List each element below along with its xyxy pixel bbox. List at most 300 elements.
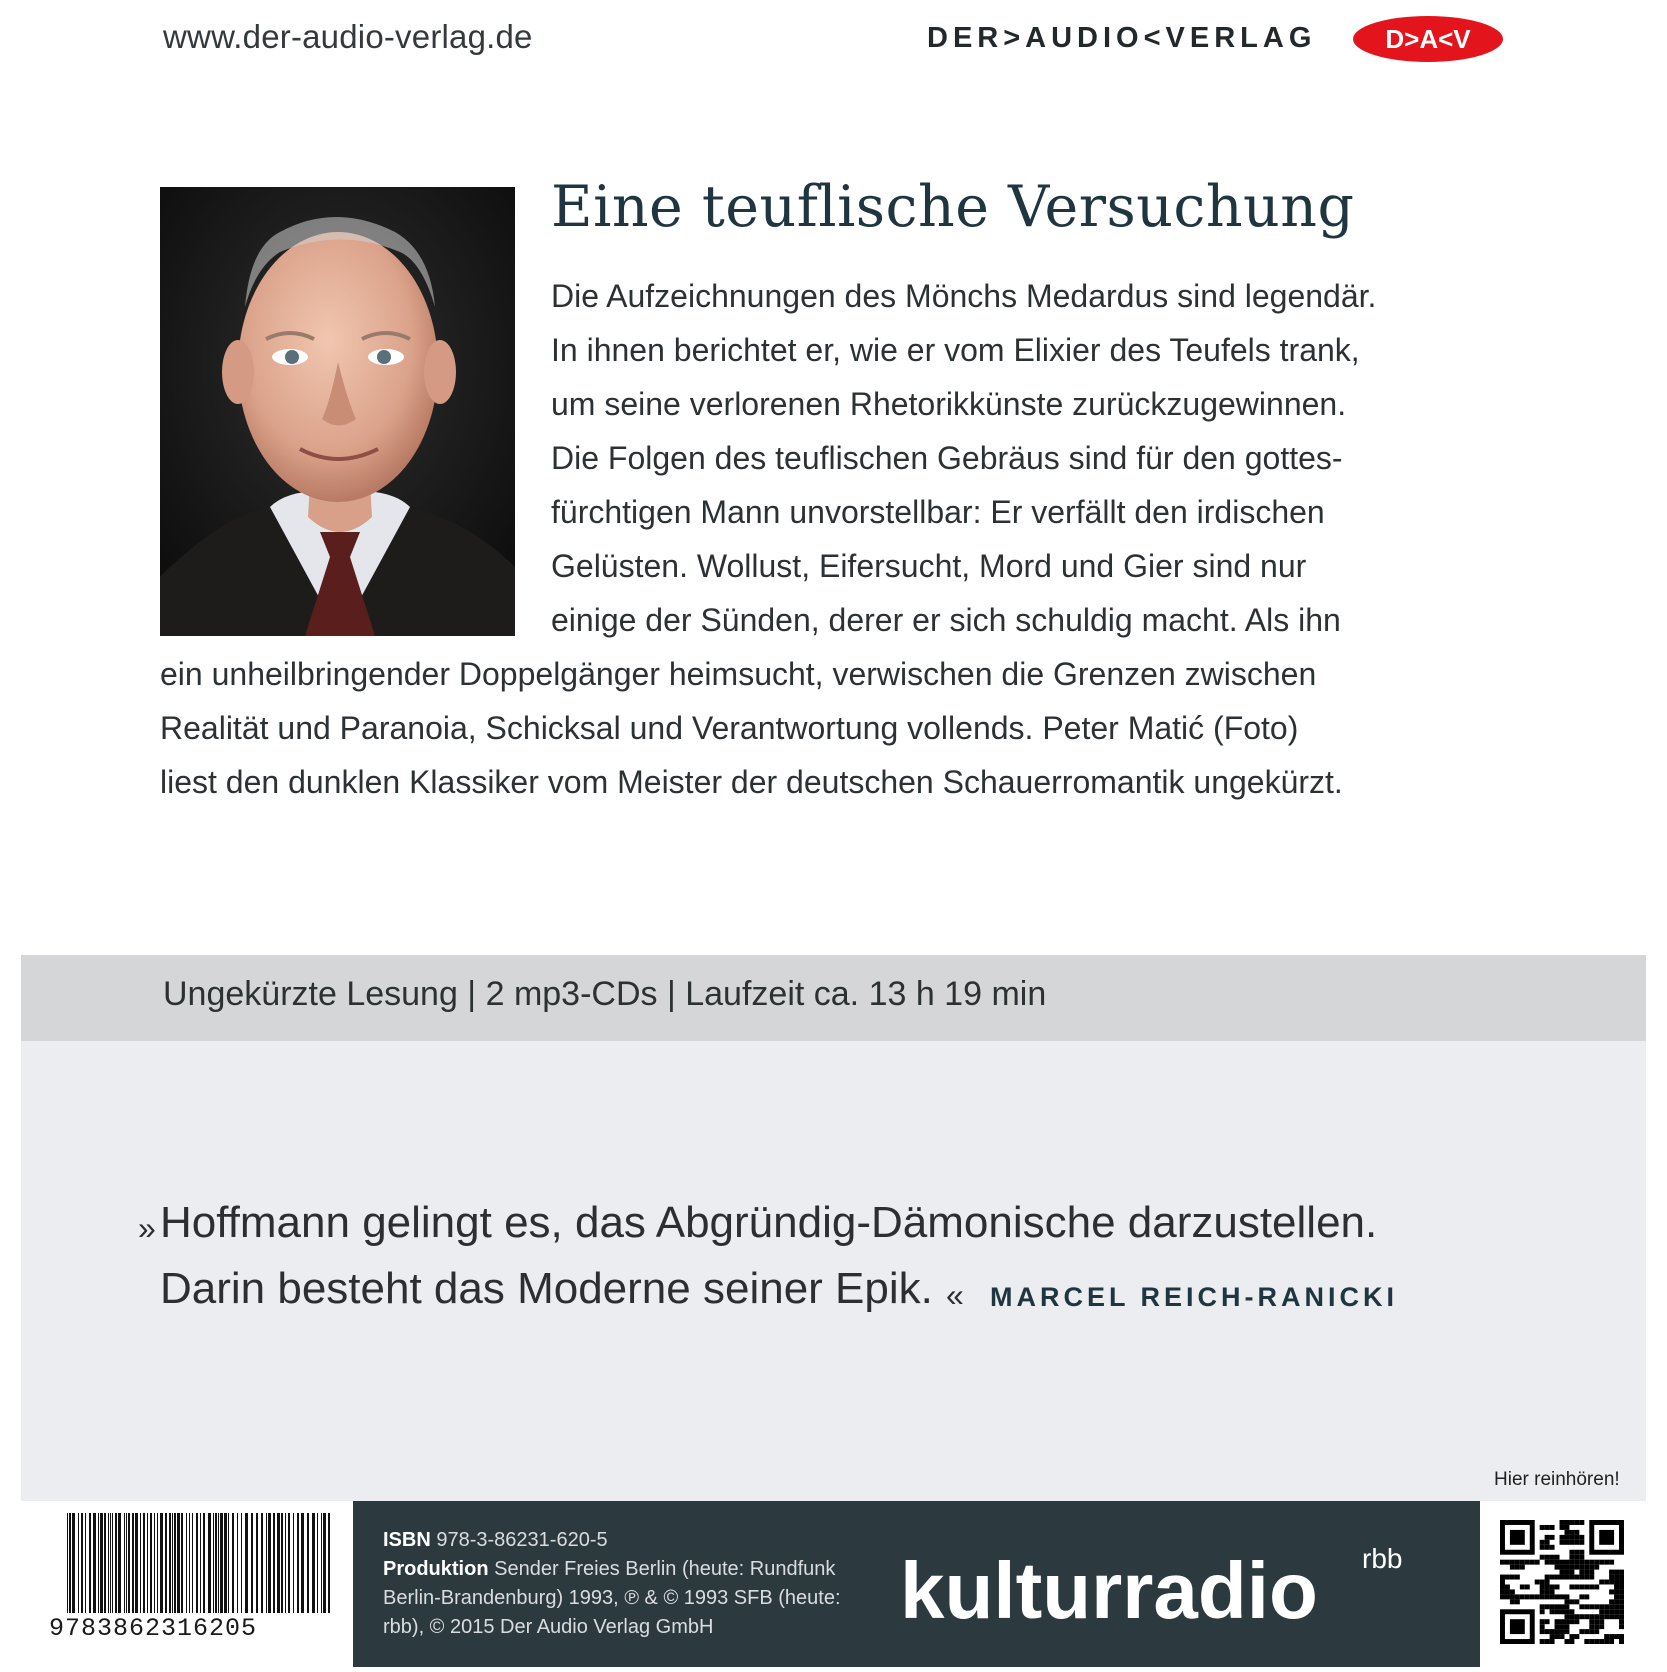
qr-module bbox=[1614, 1634, 1619, 1639]
barcode-bar bbox=[165, 1513, 167, 1613]
barcode-digits: 9783862316205 bbox=[46, 1614, 260, 1643]
qr-module bbox=[1574, 1540, 1579, 1545]
barcode-bar bbox=[277, 1513, 280, 1613]
qr-module bbox=[1545, 1584, 1550, 1589]
qr-module bbox=[1569, 1530, 1574, 1535]
qr-module bbox=[1579, 1614, 1584, 1619]
barcode-bar bbox=[203, 1513, 205, 1613]
qr-module bbox=[1619, 1584, 1624, 1589]
qr-module bbox=[1589, 1639, 1594, 1644]
barcode-bar bbox=[135, 1513, 138, 1613]
qr-module bbox=[1525, 1584, 1530, 1589]
qr-module bbox=[1545, 1525, 1550, 1530]
barcode-bar bbox=[241, 1513, 242, 1613]
qr-module bbox=[1599, 1614, 1604, 1619]
barcode-bar bbox=[132, 1513, 134, 1613]
qr-module bbox=[1530, 1560, 1535, 1565]
barcode-bar bbox=[85, 1513, 86, 1613]
qr-module bbox=[1560, 1594, 1565, 1599]
qr-module bbox=[1540, 1624, 1545, 1629]
qr-module bbox=[1545, 1560, 1550, 1565]
qr-module bbox=[1500, 1589, 1505, 1594]
qr-module bbox=[1614, 1580, 1619, 1585]
qr-module bbox=[1589, 1629, 1594, 1634]
qr-module bbox=[1609, 1604, 1614, 1609]
qr-module bbox=[1619, 1589, 1624, 1594]
qr-module bbox=[1609, 1639, 1614, 1644]
qr-module bbox=[1515, 1594, 1520, 1599]
barcode-bar bbox=[126, 1513, 127, 1613]
qr-module bbox=[1505, 1560, 1510, 1565]
qr-module bbox=[1505, 1575, 1510, 1580]
product-info: Ungekürzte Lesung | 2 mp3-CDs | Laufzeit ca. 13 h 19 min bbox=[163, 975, 1047, 1013]
barcode-bar bbox=[220, 1513, 223, 1613]
qr-module bbox=[1574, 1535, 1579, 1540]
barcode-bar bbox=[93, 1513, 96, 1613]
qr-module bbox=[1545, 1594, 1550, 1599]
qr-module bbox=[1550, 1609, 1555, 1614]
qr-module bbox=[1609, 1614, 1614, 1619]
qr-module bbox=[1584, 1594, 1589, 1599]
qr-module bbox=[1569, 1540, 1574, 1545]
qr-module bbox=[1505, 1584, 1510, 1589]
qr-module bbox=[1550, 1560, 1555, 1565]
qr-module bbox=[1614, 1575, 1619, 1580]
qr-module bbox=[1555, 1575, 1560, 1580]
qr-module bbox=[1619, 1639, 1624, 1644]
qr-module bbox=[1594, 1629, 1599, 1634]
qr-module bbox=[1599, 1619, 1604, 1624]
qr-module bbox=[1604, 1609, 1609, 1614]
qr-module bbox=[1564, 1639, 1569, 1644]
barcode-bar bbox=[213, 1513, 214, 1613]
barcode-bar bbox=[181, 1513, 183, 1613]
qr-module bbox=[1584, 1570, 1589, 1575]
qr-module bbox=[1560, 1609, 1565, 1614]
qr-module bbox=[1579, 1520, 1584, 1525]
barcode-bar bbox=[266, 1513, 267, 1613]
barcode-bar bbox=[128, 1513, 130, 1613]
qr-module bbox=[1619, 1570, 1624, 1575]
qr-module bbox=[1584, 1575, 1589, 1580]
kulturradio-text: kulturradio bbox=[900, 1546, 1318, 1635]
qr-module bbox=[1569, 1639, 1574, 1644]
qr-module bbox=[1579, 1629, 1584, 1634]
qr-module bbox=[1550, 1594, 1555, 1599]
description-line: fürchtigen Mann unvorstellbar: Er verfällt den irdischen bbox=[551, 494, 1325, 530]
qr-module bbox=[1564, 1624, 1569, 1629]
qr-module bbox=[1500, 1560, 1505, 1565]
barcode-bar bbox=[189, 1513, 190, 1613]
qr-module bbox=[1569, 1570, 1574, 1575]
qr-module bbox=[1609, 1570, 1614, 1575]
qr-module bbox=[1584, 1584, 1589, 1589]
qr-module bbox=[1584, 1614, 1589, 1619]
qr-module bbox=[1540, 1545, 1545, 1550]
qr-module bbox=[1560, 1619, 1565, 1624]
qr-module bbox=[1589, 1575, 1594, 1580]
barcode-bar bbox=[228, 1513, 229, 1613]
dav-logo bbox=[1352, 14, 1504, 64]
qr-code[interactable] bbox=[1500, 1520, 1624, 1644]
barcode-bar bbox=[104, 1513, 106, 1613]
qr-module bbox=[1545, 1580, 1550, 1585]
barcode-bar bbox=[301, 1513, 304, 1613]
qr-module bbox=[1569, 1565, 1574, 1570]
qr-module bbox=[1540, 1540, 1545, 1545]
qr-module bbox=[1564, 1629, 1569, 1634]
barcode-bar bbox=[200, 1513, 201, 1613]
barcode-bar bbox=[224, 1513, 227, 1613]
qr-module bbox=[1569, 1555, 1574, 1560]
production-line: rbb), © 2015 Der Audio Verlag GmbH bbox=[383, 1616, 714, 1638]
qr-module bbox=[1604, 1604, 1609, 1609]
barcode-bar bbox=[118, 1513, 121, 1613]
qr-module bbox=[1545, 1639, 1550, 1644]
qr-module bbox=[1555, 1560, 1560, 1565]
qr-module bbox=[1550, 1545, 1555, 1550]
qr-module bbox=[1505, 1589, 1510, 1594]
production-text: Sender Freies Berlin (heute: Rundfunk bbox=[494, 1558, 836, 1580]
qr-module bbox=[1530, 1594, 1535, 1599]
qr-module bbox=[1545, 1604, 1550, 1609]
qr-module bbox=[1614, 1614, 1619, 1619]
qr-module bbox=[1555, 1594, 1560, 1599]
qr-module bbox=[1599, 1624, 1604, 1629]
qr-module bbox=[1594, 1619, 1599, 1624]
qr-module bbox=[1560, 1634, 1565, 1639]
qr-module bbox=[1550, 1634, 1555, 1639]
qr-module bbox=[1560, 1520, 1565, 1525]
qr-module bbox=[1614, 1599, 1619, 1604]
qr-module bbox=[1599, 1580, 1604, 1585]
qr-module bbox=[1564, 1535, 1569, 1540]
qr-module bbox=[1599, 1609, 1604, 1614]
qr-module bbox=[1550, 1604, 1555, 1609]
qr-module bbox=[1540, 1639, 1545, 1644]
description-line: Realität und Paranoia, Schicksal und Verantwortung vollends. Peter Matić (Foto) bbox=[160, 710, 1299, 746]
qr-module bbox=[1604, 1634, 1609, 1639]
qr-module bbox=[1594, 1560, 1599, 1565]
barcode-bar bbox=[256, 1513, 258, 1613]
isbn-value: 978-3-86231-620-5 bbox=[436, 1529, 608, 1551]
qr-module bbox=[1574, 1565, 1579, 1570]
qr-module bbox=[1560, 1560, 1565, 1565]
qr-module bbox=[1510, 1565, 1515, 1570]
qr-module bbox=[1550, 1589, 1555, 1594]
qr-module bbox=[1550, 1525, 1555, 1530]
qr-module bbox=[1569, 1550, 1574, 1555]
qr-module bbox=[1535, 1594, 1540, 1599]
barcode-bar bbox=[237, 1513, 238, 1613]
qr-module bbox=[1555, 1565, 1560, 1570]
qr-module bbox=[1540, 1525, 1545, 1530]
qr-module bbox=[1550, 1639, 1555, 1644]
qr-module bbox=[1555, 1634, 1560, 1639]
qr-module bbox=[1550, 1575, 1555, 1580]
qr-module bbox=[1520, 1565, 1525, 1570]
barcode-bar bbox=[69, 1513, 71, 1613]
qr-module bbox=[1574, 1614, 1579, 1619]
qr-module bbox=[1500, 1594, 1505, 1599]
qr-module bbox=[1619, 1624, 1624, 1629]
publisher-name: DER>AUDIO<VERLAG bbox=[927, 22, 1317, 54]
qr-label: Hier reinhören! bbox=[1494, 1469, 1620, 1490]
qr-module bbox=[1560, 1565, 1565, 1570]
qr-module bbox=[1560, 1570, 1565, 1575]
qr-module bbox=[1614, 1594, 1619, 1599]
qr-module bbox=[1594, 1639, 1599, 1644]
qr-module bbox=[1564, 1594, 1569, 1599]
qr-module bbox=[1579, 1584, 1584, 1589]
qr-module bbox=[1574, 1619, 1579, 1624]
qr-module bbox=[1500, 1575, 1505, 1580]
qr-module bbox=[1614, 1584, 1619, 1589]
qr-module bbox=[1545, 1575, 1550, 1580]
qr-module bbox=[1579, 1565, 1584, 1570]
qr-module bbox=[1525, 1560, 1530, 1565]
barcode-bar bbox=[268, 1513, 271, 1613]
quote-close-mark: « bbox=[946, 1277, 964, 1313]
description-line: einige der Sünden, derer er sich schuldig macht. Als ihn bbox=[551, 602, 1341, 638]
qr-module bbox=[1574, 1555, 1579, 1560]
qr-module bbox=[1599, 1604, 1604, 1609]
qr-module bbox=[1589, 1570, 1594, 1575]
barcode-bar bbox=[307, 1513, 309, 1613]
qr-module bbox=[1569, 1634, 1574, 1639]
description-line: In ihnen berichtet er, wie er vom Elixier des Teufels trank, bbox=[551, 332, 1360, 368]
qr-module bbox=[1599, 1530, 1614, 1545]
qr-module bbox=[1569, 1614, 1574, 1619]
qr-module bbox=[1594, 1565, 1599, 1570]
qr-module bbox=[1560, 1575, 1565, 1580]
barcode-bar bbox=[154, 1513, 155, 1613]
qr-module bbox=[1619, 1609, 1624, 1614]
barcode-bar bbox=[89, 1513, 91, 1613]
quote-line: Darin besteht das Moderne seiner Epik. bbox=[160, 1264, 933, 1313]
qr-module bbox=[1535, 1560, 1540, 1565]
qr-module bbox=[1584, 1565, 1589, 1570]
qr-module bbox=[1594, 1614, 1599, 1619]
qr-module bbox=[1555, 1629, 1560, 1634]
isbn-line bbox=[383, 1526, 608, 1555]
barcode-bar bbox=[297, 1513, 299, 1613]
publisher-url[interactable]: www.der-audio-verlag.de bbox=[163, 18, 533, 55]
qr-module bbox=[1540, 1555, 1545, 1560]
qr-module bbox=[1510, 1560, 1515, 1565]
qr-module bbox=[1574, 1634, 1579, 1639]
qr-module bbox=[1540, 1580, 1545, 1585]
qr-module bbox=[1540, 1584, 1545, 1589]
qr-module bbox=[1500, 1580, 1505, 1585]
barcode-bar bbox=[186, 1513, 187, 1613]
barcode-bar bbox=[174, 1513, 176, 1613]
qr-module bbox=[1560, 1604, 1565, 1609]
qr-module bbox=[1584, 1560, 1589, 1565]
qr-module bbox=[1545, 1535, 1550, 1540]
qr-module bbox=[1609, 1599, 1614, 1604]
qr-module bbox=[1505, 1594, 1510, 1599]
qr-module bbox=[1520, 1584, 1525, 1589]
isbn-label: ISBN bbox=[383, 1529, 431, 1551]
qr-module bbox=[1564, 1604, 1569, 1609]
qr-module bbox=[1619, 1619, 1624, 1624]
qr-module bbox=[1584, 1629, 1589, 1634]
qr-module bbox=[1574, 1584, 1579, 1589]
qr-module bbox=[1614, 1570, 1619, 1575]
qr-module bbox=[1584, 1604, 1589, 1609]
qr-module bbox=[1515, 1560, 1520, 1565]
qr-module bbox=[1540, 1629, 1545, 1634]
qr-module bbox=[1545, 1589, 1550, 1594]
qr-module bbox=[1515, 1565, 1520, 1570]
qr-module bbox=[1515, 1575, 1520, 1580]
qr-module bbox=[1540, 1619, 1545, 1624]
barcode-bar bbox=[160, 1513, 163, 1613]
qr-module bbox=[1609, 1580, 1614, 1585]
qr-module bbox=[1614, 1604, 1619, 1609]
headline: Eine teuflische Versuchung bbox=[551, 174, 1355, 240]
qr-module bbox=[1550, 1555, 1555, 1560]
qr-module bbox=[1520, 1594, 1525, 1599]
qr-module bbox=[1510, 1589, 1515, 1594]
qr-module bbox=[1510, 1599, 1515, 1604]
barcode-bar bbox=[100, 1513, 103, 1613]
barcode-bar bbox=[261, 1513, 263, 1613]
qr-module bbox=[1604, 1580, 1609, 1585]
barcode-bar bbox=[215, 1513, 217, 1613]
barcode-bar bbox=[81, 1513, 83, 1613]
qr-module bbox=[1555, 1604, 1560, 1609]
qr-module bbox=[1564, 1540, 1569, 1545]
qr-module bbox=[1540, 1604, 1545, 1609]
qr-module bbox=[1594, 1604, 1599, 1609]
description-line: um seine verlorenen Rhetorikkünste zurückzugewinnen. bbox=[551, 386, 1347, 422]
qr-module bbox=[1564, 1570, 1569, 1575]
qr-module bbox=[1574, 1520, 1579, 1525]
qr-module bbox=[1560, 1629, 1565, 1634]
barcode-bar bbox=[124, 1513, 125, 1613]
barcode-bar bbox=[323, 1513, 326, 1613]
qr-module bbox=[1599, 1639, 1604, 1644]
qr-module bbox=[1589, 1560, 1594, 1565]
qr-module bbox=[1609, 1575, 1614, 1580]
barcode-bar bbox=[140, 1513, 141, 1613]
barcode-bar bbox=[285, 1513, 286, 1613]
qr-module bbox=[1619, 1604, 1624, 1609]
qr-module bbox=[1589, 1584, 1594, 1589]
barcode-bar bbox=[312, 1513, 315, 1613]
qr-module bbox=[1619, 1614, 1624, 1619]
qr-module bbox=[1574, 1575, 1579, 1580]
barcode-bar bbox=[328, 1513, 330, 1613]
qr-module bbox=[1560, 1540, 1565, 1545]
qr-module bbox=[1609, 1609, 1614, 1614]
barcode-bar bbox=[196, 1513, 198, 1613]
qr-module bbox=[1564, 1575, 1569, 1580]
qr-module bbox=[1569, 1584, 1574, 1589]
description-line: Die Folgen des teuflischen Gebräus sind für den gottes- bbox=[551, 440, 1343, 476]
qr-module bbox=[1545, 1545, 1550, 1550]
description-line: liest den dunklen Klassiker vom Meister der deutschen Schauerromantik ungekürzt. bbox=[160, 764, 1343, 800]
qr-module bbox=[1584, 1639, 1589, 1644]
quote-line: Hoffmann gelingt es, das Abgründig-Dämonische darzustellen. bbox=[160, 1198, 1378, 1247]
qr-module bbox=[1545, 1629, 1550, 1634]
qr-module bbox=[1520, 1560, 1525, 1565]
qr-module bbox=[1619, 1634, 1624, 1639]
qr-module bbox=[1560, 1535, 1565, 1540]
qr-module bbox=[1545, 1619, 1550, 1624]
qr-module bbox=[1574, 1530, 1579, 1535]
qr-module bbox=[1569, 1575, 1574, 1580]
qr-module bbox=[1535, 1580, 1540, 1585]
qr-module bbox=[1599, 1560, 1604, 1565]
barcode-bar bbox=[112, 1513, 113, 1613]
qr-module bbox=[1579, 1594, 1584, 1599]
barcode-bar bbox=[115, 1513, 117, 1613]
barcode-bar bbox=[288, 1513, 290, 1613]
barcode-bar bbox=[150, 1513, 152, 1613]
qr-module bbox=[1614, 1609, 1619, 1614]
barcode-bar bbox=[98, 1513, 99, 1613]
qr-module bbox=[1579, 1570, 1584, 1575]
qr-module bbox=[1604, 1560, 1609, 1565]
qr-module bbox=[1569, 1535, 1574, 1540]
qr-module bbox=[1579, 1550, 1584, 1555]
qr-module bbox=[1540, 1609, 1545, 1614]
kulturradio-logo bbox=[900, 1540, 1440, 1640]
dav-logo-text: D>A<V bbox=[1385, 24, 1471, 54]
quote-author: MARCEL REICH-RANICKI bbox=[990, 1282, 1398, 1312]
barcode-bar bbox=[157, 1513, 158, 1613]
qr-module bbox=[1564, 1614, 1569, 1619]
qr-module bbox=[1574, 1599, 1579, 1604]
qr-module bbox=[1540, 1589, 1545, 1594]
qr-module bbox=[1555, 1584, 1560, 1589]
qr-module bbox=[1574, 1560, 1579, 1565]
qr-module bbox=[1540, 1594, 1545, 1599]
barcode-bar bbox=[232, 1513, 234, 1613]
qr-module bbox=[1589, 1614, 1594, 1619]
barcode-bar bbox=[67, 1513, 68, 1613]
qr-module bbox=[1510, 1594, 1515, 1599]
qr-module bbox=[1604, 1614, 1609, 1619]
qr-module bbox=[1569, 1619, 1574, 1624]
description-line: Gelüsten. Wollust, Eifersucht, Mord und Gier sind nur bbox=[551, 548, 1307, 584]
qr-module bbox=[1525, 1594, 1530, 1599]
qr-module bbox=[1515, 1599, 1520, 1604]
barcode-bar bbox=[72, 1513, 75, 1613]
barcode-bar bbox=[110, 1513, 111, 1613]
barcode-bar bbox=[273, 1513, 275, 1613]
qr-module bbox=[1510, 1619, 1525, 1634]
qr-module bbox=[1594, 1624, 1599, 1629]
qr-module bbox=[1574, 1550, 1579, 1555]
qr-module bbox=[1604, 1639, 1609, 1644]
qr-module bbox=[1564, 1525, 1569, 1530]
qr-module bbox=[1609, 1560, 1614, 1565]
qr-module bbox=[1510, 1530, 1525, 1545]
qr-module bbox=[1545, 1540, 1550, 1545]
qr-module bbox=[1619, 1594, 1624, 1599]
qr-module bbox=[1609, 1634, 1614, 1639]
barcode-bar bbox=[172, 1513, 173, 1613]
qr-module bbox=[1619, 1580, 1624, 1585]
qr-module bbox=[1555, 1609, 1560, 1614]
barcode-bar bbox=[293, 1513, 294, 1613]
qr-module bbox=[1579, 1555, 1584, 1560]
production-label: Produktion bbox=[383, 1558, 489, 1580]
